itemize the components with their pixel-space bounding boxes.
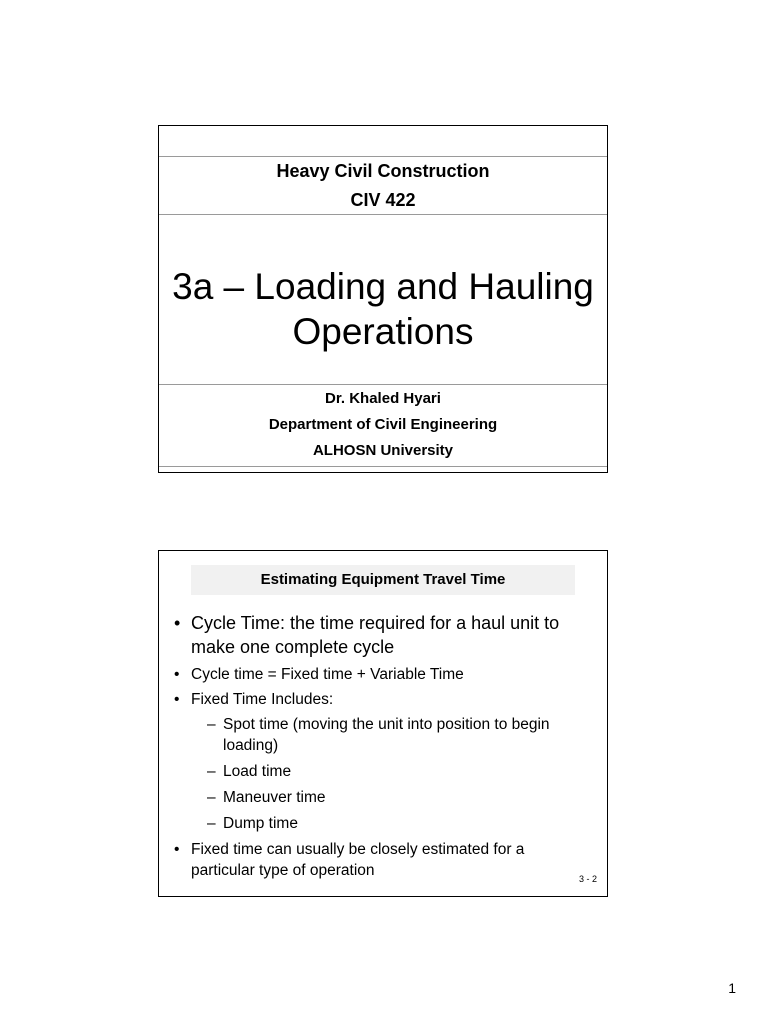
university-name: ALHOSN University [312, 442, 454, 459]
bullet-icon: • [174, 666, 180, 683]
dash-icon: – [207, 789, 216, 806]
title-slide [158, 125, 608, 473]
course-code: CIV 422 [350, 190, 416, 210]
dash-icon: – [207, 763, 216, 780]
slide-title-line2: Operations [292, 311, 474, 352]
bullet-icon: • [174, 613, 181, 633]
bullet-text: Cycle Time: the time required for a haul unit to make one complete cycle [191, 613, 560, 657]
slide-heading: Estimating Equipment Travel Time [191, 565, 575, 595]
bullet-icon: • [174, 841, 180, 858]
bullet-item [171, 664, 587, 685]
content-slide [158, 550, 608, 897]
bullet-icon: • [174, 691, 180, 708]
bullet-text: Fixed time can usually be closely estimated for a particular type of operation [191, 841, 525, 879]
department-name: Department of Civil Engineering [268, 416, 498, 433]
bullet-item [171, 839, 587, 881]
bullet-text: Fixed Time Includes: [191, 691, 334, 708]
sub-bullet-text: Spot time (moving the unit into position to begin loading) [223, 716, 550, 754]
sub-bullet-text: Maneuver time [223, 789, 326, 806]
page-number: 1 [728, 980, 736, 996]
sub-bullet-text: Dump time [223, 815, 298, 832]
slide-title-line1: 3a – Loading and Hauling [172, 266, 594, 307]
bullet-item [171, 611, 587, 659]
slide-number: 3 - 2 [578, 874, 597, 884]
sub-bullet-item [171, 813, 587, 834]
bullet-text: Cycle time = Fixed time + Variable Time [191, 666, 464, 683]
sub-bullet-item [171, 761, 587, 782]
dash-icon: – [207, 815, 216, 832]
sub-bullet-item [171, 787, 587, 808]
divider [159, 466, 607, 467]
course-name: Heavy Civil Construction [276, 161, 490, 181]
divider [159, 156, 607, 157]
bullet-item [171, 689, 587, 710]
sub-bullet-item [171, 714, 587, 756]
divider [159, 384, 607, 385]
dash-icon: – [207, 716, 216, 733]
bullet-list [171, 611, 587, 885]
slide-title [159, 264, 607, 354]
author-name: Dr. Khaled Hyari [325, 390, 441, 407]
sub-bullet-text: Load time [223, 763, 292, 780]
divider [159, 214, 607, 215]
